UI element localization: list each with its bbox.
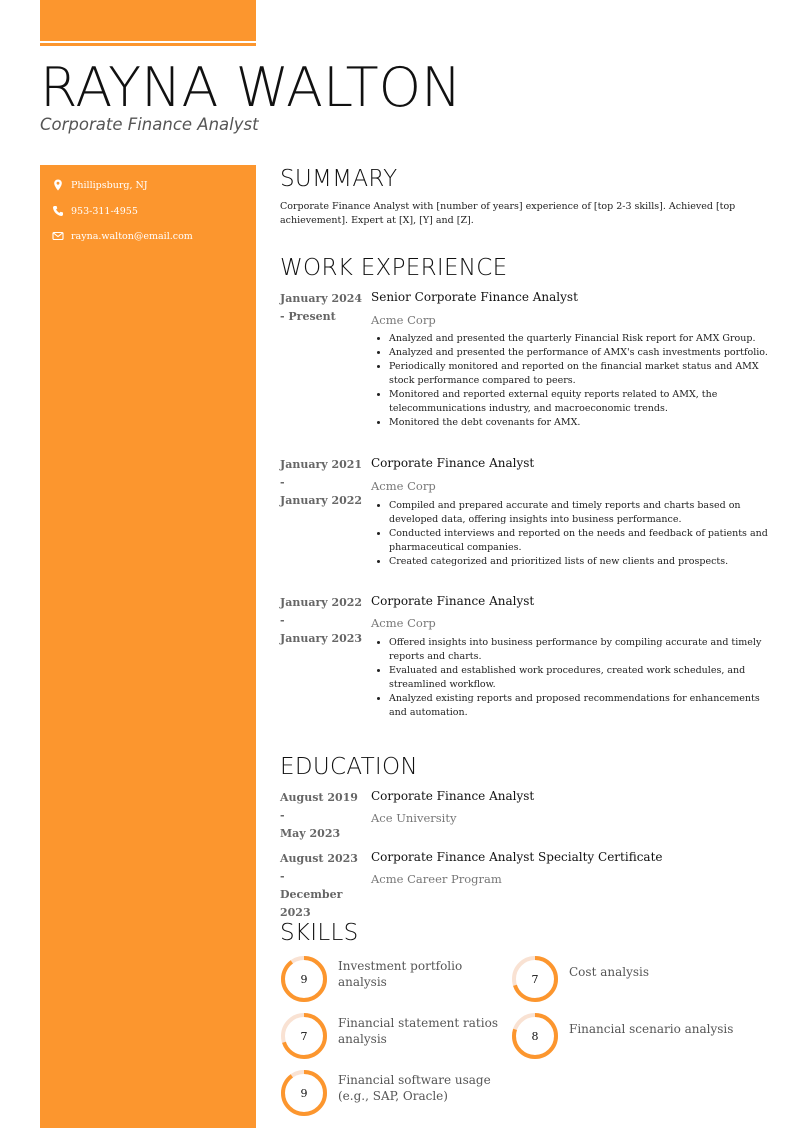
contact-location xyxy=(52,179,148,191)
work-date-end: January 2023 xyxy=(280,632,363,645)
email-icon xyxy=(52,230,64,242)
list-item: • Offered insights into business performance by compiling accurate and timely reports and charts. xyxy=(389,636,769,664)
work-date-start: January 2021 xyxy=(280,458,363,471)
location-pin-icon xyxy=(52,179,64,191)
education-degree: Corporate Finance Analyst Specialty Certificate xyxy=(371,850,663,864)
contact-phone xyxy=(52,205,138,217)
skill-level-ring xyxy=(511,1012,559,1060)
candidate-title: Corporate Finance Analyst xyxy=(40,115,259,134)
skill-name: Investment portfolio analysis xyxy=(338,959,463,989)
list-item: • Analyzed and presented the quarterly Financial Risk report for AMX Group. xyxy=(389,332,769,346)
education-date xyxy=(280,789,366,843)
work-date-start: January 2022 xyxy=(280,596,363,609)
list-item: • Monitored and reported external equity reports related to AMX, the telecommunications industry, and macroeconomic trends. xyxy=(389,388,769,416)
education-date-end: May 2023 xyxy=(280,827,341,840)
work-bullets xyxy=(371,636,769,720)
contact-phone-text: 953-311-4955 xyxy=(71,205,138,217)
skill-level-ring xyxy=(280,1069,328,1117)
summary-text: Corporate Finance Analyst with [number of years] experience of [top 2-3 skills]. Achieved [top achievement]. Expert at [X], [Y] and [Z]. xyxy=(280,201,736,226)
work-role: Corporate Finance Analyst xyxy=(371,594,535,608)
work-date-start: January 2024 xyxy=(280,292,363,305)
skill-name: Financial statement ratios analysis xyxy=(338,1016,498,1046)
list-item: • Analyzed and presented the performance of AMX's cash investments portfolio. xyxy=(389,346,769,360)
skill-level-ring xyxy=(511,955,559,1003)
work-company: Acme Corp xyxy=(371,313,436,327)
work-date-end: January 2022 xyxy=(280,494,363,507)
list-item: • Created categorized and prioritized lists of new clients and prospects. xyxy=(389,555,769,569)
skill-name: Cost analysis xyxy=(569,965,650,979)
education-school: Ace University xyxy=(371,811,457,825)
work-bullets xyxy=(371,332,769,430)
list-item: • Monitored the debt covenants for AMX. xyxy=(389,416,769,430)
section-title-education: EDUCATION xyxy=(280,754,418,780)
sidebar xyxy=(40,165,256,1128)
skill-item xyxy=(511,955,734,1003)
skill-level-value: 8 xyxy=(531,1029,539,1043)
section-title-summary: SUMMARY xyxy=(280,166,398,192)
work-company: Acme Corp xyxy=(371,616,436,630)
skill-item xyxy=(280,1069,503,1117)
skill-level-value: 7 xyxy=(531,972,539,986)
work-date xyxy=(280,594,366,648)
candidate-name: RAYNA WALTON xyxy=(40,56,462,119)
education-date-end: December 2023 xyxy=(280,888,343,919)
skill-level-ring xyxy=(280,955,328,1003)
skill-item xyxy=(280,955,503,1003)
list-item: • Analyzed existing reports and proposed recommendations for enhancements and automation. xyxy=(389,692,769,720)
contact-email-text: rayna.walton@email.com xyxy=(71,230,193,242)
work-company: Acme Corp xyxy=(371,479,436,493)
contact-email xyxy=(52,230,193,242)
list-item: • Compiled and prepared accurate and timely reports and charts based on developed data, offering insights into business performance. xyxy=(389,499,769,527)
skill-item xyxy=(280,1012,503,1060)
section-title-skills: SKILLS xyxy=(280,920,359,946)
list-item: • Evaluated and established work procedures, created work schedules, and streamlined workflow. xyxy=(389,664,769,692)
skill-level-value: 9 xyxy=(300,972,308,986)
education-degree: Corporate Finance Analyst xyxy=(371,789,535,803)
education-date-start: August 2019 - xyxy=(280,791,358,822)
work-date-separator: - xyxy=(280,614,285,627)
skill-level-value: 9 xyxy=(300,1086,308,1100)
section-title-work-experience: WORK EXPERIENCE xyxy=(280,255,508,281)
education-date xyxy=(280,850,366,922)
work-date-separator: - Present xyxy=(280,310,336,323)
work-date xyxy=(280,290,366,326)
skill-level-value: 7 xyxy=(300,1029,308,1043)
header-accent-line xyxy=(40,43,256,46)
education-date-start: August 2023 - xyxy=(280,852,358,883)
list-item: • Periodically monitored and reported on the financial market status and AMX stock performance compared to peers. xyxy=(389,360,769,388)
education-school: Acme Career Program xyxy=(371,872,502,886)
work-role: Senior Corporate Finance Analyst xyxy=(371,290,578,304)
skill-item xyxy=(511,1012,734,1060)
phone-icon xyxy=(52,205,64,217)
skill-name: Financial software usage (e.g., SAP, Oracle) xyxy=(338,1073,491,1103)
header-accent-bar xyxy=(40,0,256,41)
work-role: Corporate Finance Analyst xyxy=(371,456,535,470)
list-item: • Conducted interviews and reported on the needs and feedback of patients and pharmaceutical companies. xyxy=(389,527,769,555)
skill-level-ring xyxy=(280,1012,328,1060)
work-bullets xyxy=(371,499,769,569)
skill-name: Financial scenario analysis xyxy=(569,1022,734,1036)
work-date xyxy=(280,456,366,510)
contact-location-text: Phillipsburg, NJ xyxy=(71,179,148,191)
work-date-separator: - xyxy=(280,476,285,489)
